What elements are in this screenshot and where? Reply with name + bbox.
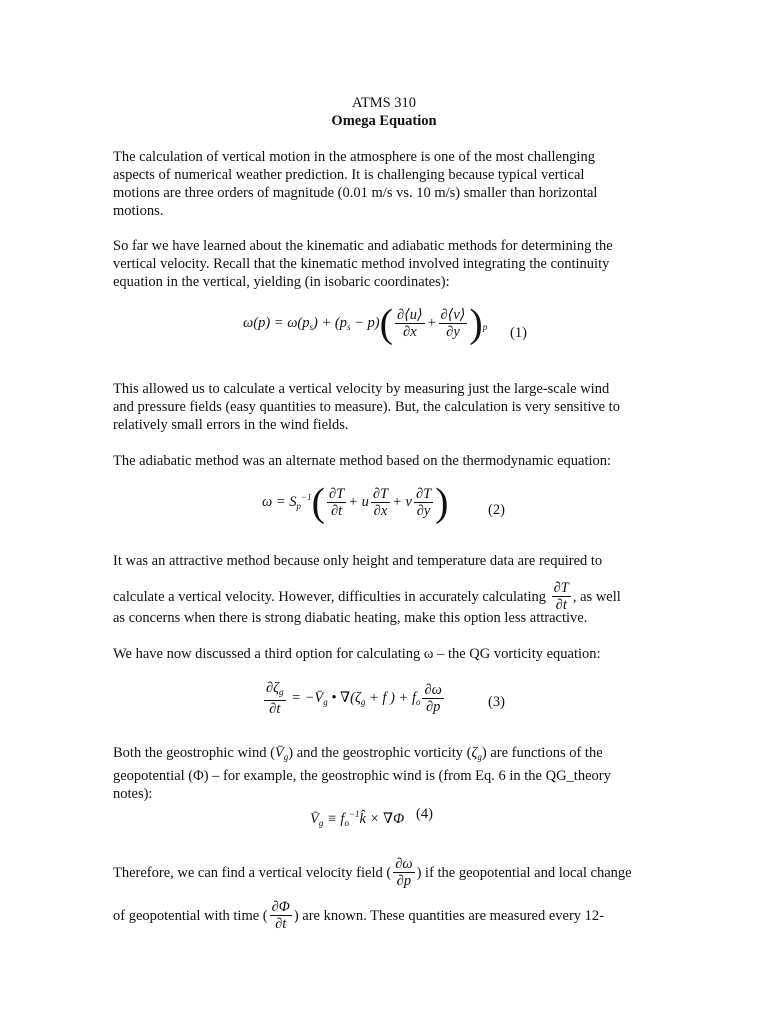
equation-4: $V̄_g$ ≡ $f_o^{-1}k̂ \times \nabla\Phi$ — [310, 809, 405, 828]
geostrophic-text-c: ) are functions of the — [481, 745, 603, 761]
geostrophic-text-a: Both the geostrophic wind ( — [113, 745, 275, 761]
course-code: ATMS 310 — [351, 95, 417, 111]
paragraph-adiabatic: The adiabatic method was an alternate method based on the thermodynamic equation: — [113, 453, 612, 469]
paragraph-therefore — [113, 856, 632, 889]
paragraph-third-option: We have now discussed a third option for calculating ω – the QG vorticity equation: — [113, 646, 601, 662]
geopotential-time-text-a: of geopotential with time ( — [113, 908, 268, 924]
paragraph-attractive-text: calculate a vertical velocity. However, difficulties in accurately calculating — [113, 589, 547, 605]
equation-number-3: (3) — [488, 694, 505, 710]
inline-fraction-dT-dt: $\frac{\partial T}{\partial t}$ — [553, 580, 569, 613]
equation-number-4: (4) — [416, 806, 433, 822]
inline-fraction-domega-dp: $\frac{\partial\omega}{\partial p}$ — [395, 856, 413, 889]
geopotential-time-text-b: ) are known. These quantities are measured every 12- — [293, 908, 604, 924]
equation-1: $\omega(p) = \omega(p_s) + (p_s - p)$( $\frac{\partial⟨u⟩}{\partial x}$ + $\frac{\partial⟨v⟩}{\partial y}$ )$_p$ — [243, 300, 488, 346]
paragraph-geostrophic-line-2: geopotential (Φ) – for example, the geostrophic wind is (from Eq. 6 in the QG_theory notes): — [113, 768, 611, 802]
equation-2: $\omega = S_p^{-1}$( $\frac{\partial T}{\partial t}$ + u $\frac{\partial T}{\partial x}$ + v $\frac{\partial T}{\partial y}$ ) — [262, 479, 449, 525]
equation-number-2: (2) — [488, 502, 505, 518]
document-title: Omega Equation — [331, 113, 437, 129]
paragraph-attractive-line-3: as concerns when there is strong diabatic heating, make this option less attractive. — [113, 610, 588, 626]
paragraph-attractive-tail: , as well — [572, 589, 621, 605]
geostrophic-text-b: ) and the geostrophic vorticity ( — [288, 745, 472, 761]
paragraph-kinematic: So far we have learned about the kinematic and adiabatic methods for determining the vertical velocity. Recall that the kinematic method involved integrating the continuity equation in the vertical, yielding (in isobaric coordinates): — [113, 238, 613, 290]
paragraph-intro: The calculation of vertical motion in the atmosphere is one of the most challenging aspects of numerical weather prediction. It is challenging because typical vertical motions are three orders of magnitude (0.01 m/s vs. 10 m/s) smaller than horizontal motions. — [113, 149, 598, 219]
paragraph-geostrophic-line-1: Both the geostrophic wind $(V̄_g)$ and the geostrophic vorticity $(\zeta_g)$ are functions of the — [113, 745, 603, 762]
inline-fraction-dphi-dt: $\frac{\partial\Phi}{\partial t}$ — [271, 899, 290, 932]
therefore-text-a: Therefore, we can find a vertical velocity field ( — [113, 865, 392, 881]
paragraph-geopotential-time — [113, 899, 604, 932]
equation-number-1: (1) — [510, 325, 527, 341]
equation-3: $\frac{\partial\zeta_g}{\partial t}$ = $-V̄_g$ • $\nabla(\zeta_g + f$ ) + $f_o$ $\frac{\partial\omega}{\partial p}$ — [266, 680, 442, 717]
paragraph-attractive-line-1: It was an attractive method because only height and temperature data are required to — [113, 553, 603, 569]
therefore-text-b: ) if the geopotential and local change — [416, 865, 632, 881]
paragraph-kinematic-notes: This allowed us to calculate a vertical velocity by measuring just the large-scale wind and pressure fields (easy quantities to measure). But, the calculation is very sensitive to relatively small errors in the wind fields. — [113, 381, 620, 433]
